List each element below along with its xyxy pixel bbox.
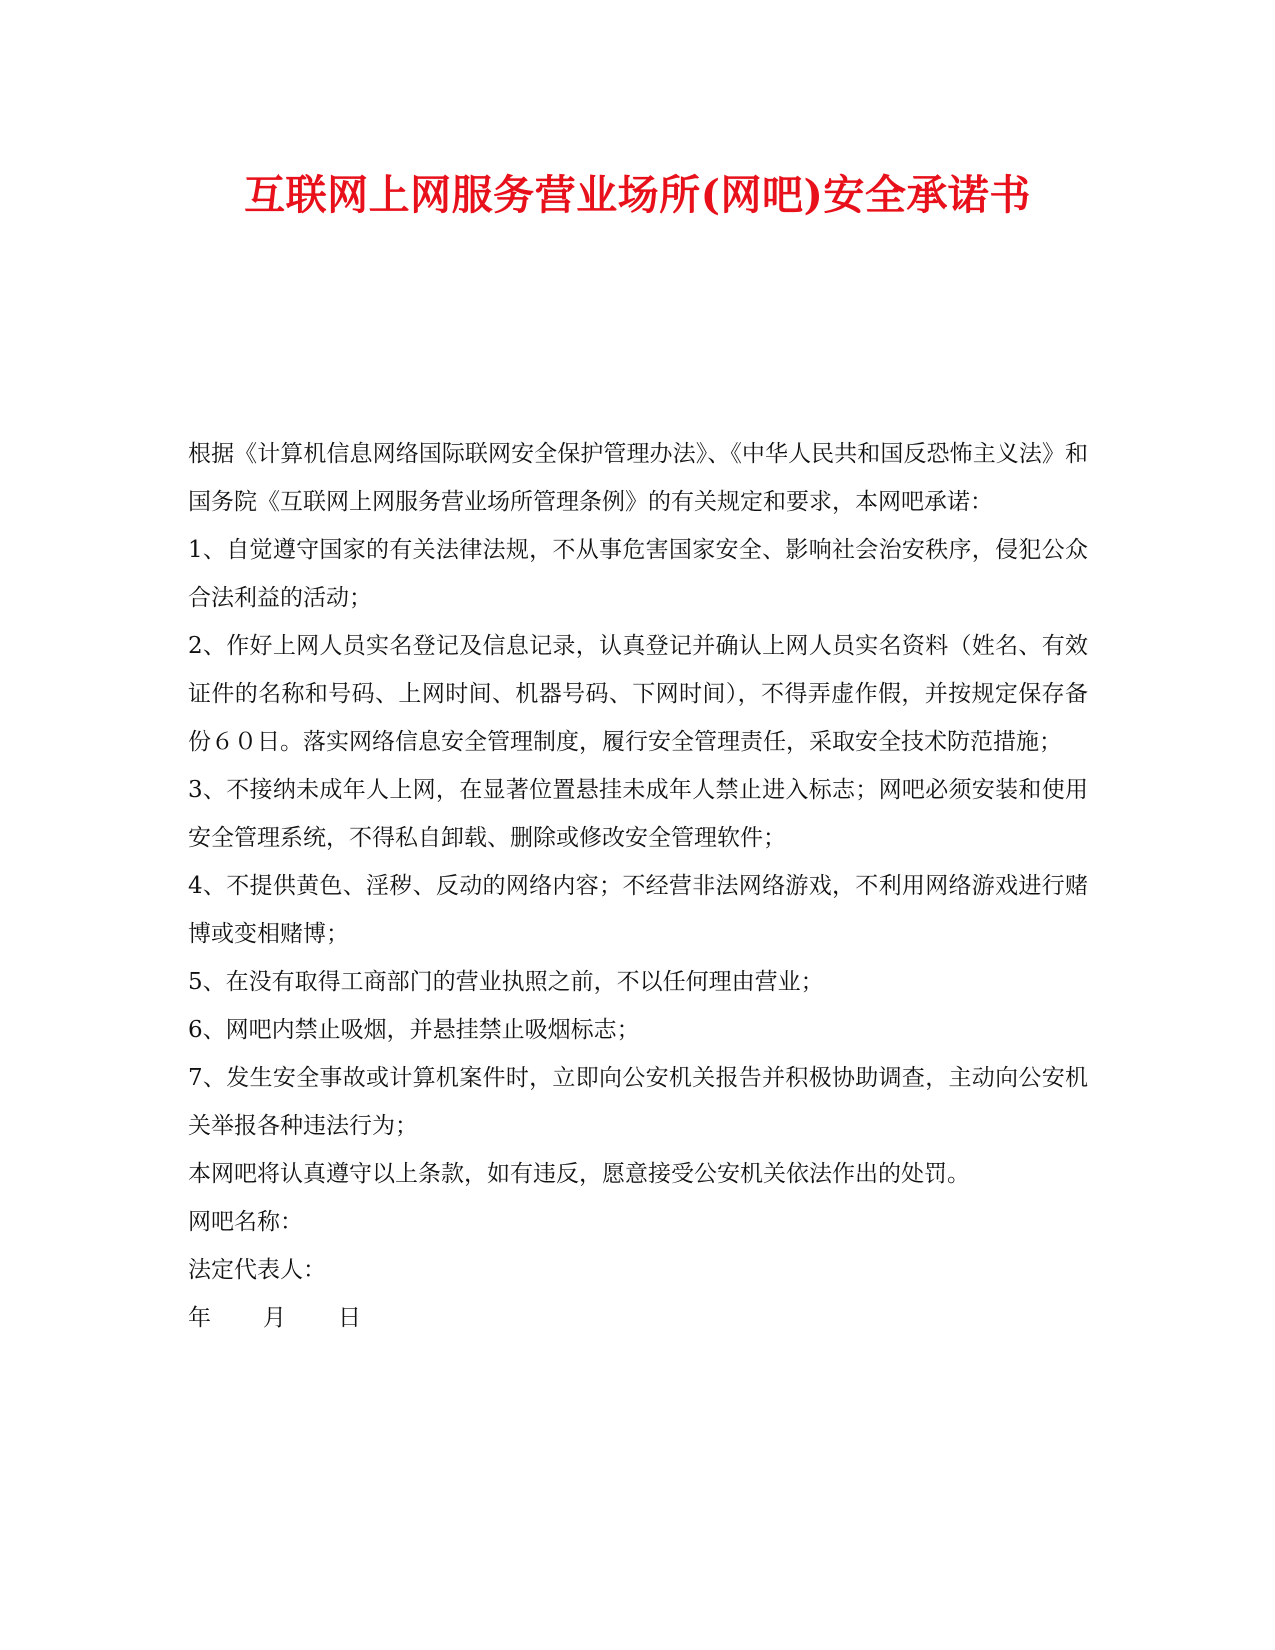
item-7: 7、发生安全事故或计算机案件时，立即向公安机关报告并积极协助调查，主动向公安机关举报各种违法行为；: [188, 1065, 1088, 1139]
item-5: 5、在没有取得工商部门的营业执照之前，不以任何理由营业；: [188, 969, 824, 995]
document-title: 互联网上网服务营业场所(网吧)安全承诺书: [244, 171, 1031, 219]
intro-paragraph: 根据《计算机信息网络国际联网安全保护管理办法》、《中华人民共和国反恐怖主义法》和国务院《互联网上网服务营业场所管理条例》的有关规定和要求，本网吧承诺：: [188, 441, 1088, 515]
item-2: 2、作好上网人员实名登记及信息记录，认真登记并确认上网人员实名资料（姓名、有效证件的名称和号码、上网时间、机器号码、下网时间），不得弄虚作假，并按规定保存备份６０日。落实网络信息安全管理制度，履行安全管理责任，采取安全技术防范措施；: [188, 633, 1088, 755]
date-year: 年: [188, 1305, 211, 1331]
date-month: 月: [263, 1305, 286, 1331]
legal-representative-label: 法定代表人：: [188, 1257, 326, 1283]
item-1: 1、自觉遵守国家的有关法律法规，不从事危害国家安全、影响社会治安秩序，侵犯公众合法利益的活动；: [188, 537, 1088, 611]
netbar-name-label: 网吧名称：: [188, 1209, 303, 1235]
date-line: [188, 1294, 1088, 1342]
item-6: 6、网吧内禁止吸烟，并悬挂禁止吸烟标志；: [188, 1017, 640, 1043]
closing-paragraph: 本网吧将认真遵守以上条款，如有违反，愿意接受公安机关依法作出的处罚。: [188, 1161, 970, 1187]
date-day: 日: [338, 1305, 361, 1331]
item-3: 3、不接纳未成年人上网，在显著位置悬挂未成年人禁止进入标志；网吧必须安装和使用安全管理系统，不得私自卸载、删除或修改安全管理软件；: [188, 777, 1088, 851]
item-4: 4、不提供黄色、淫秽、反动的网络内容；不经营非法网络游戏，不利用网络游戏进行赌博或变相赌博；: [188, 873, 1088, 947]
document-body: [188, 430, 1088, 1342]
